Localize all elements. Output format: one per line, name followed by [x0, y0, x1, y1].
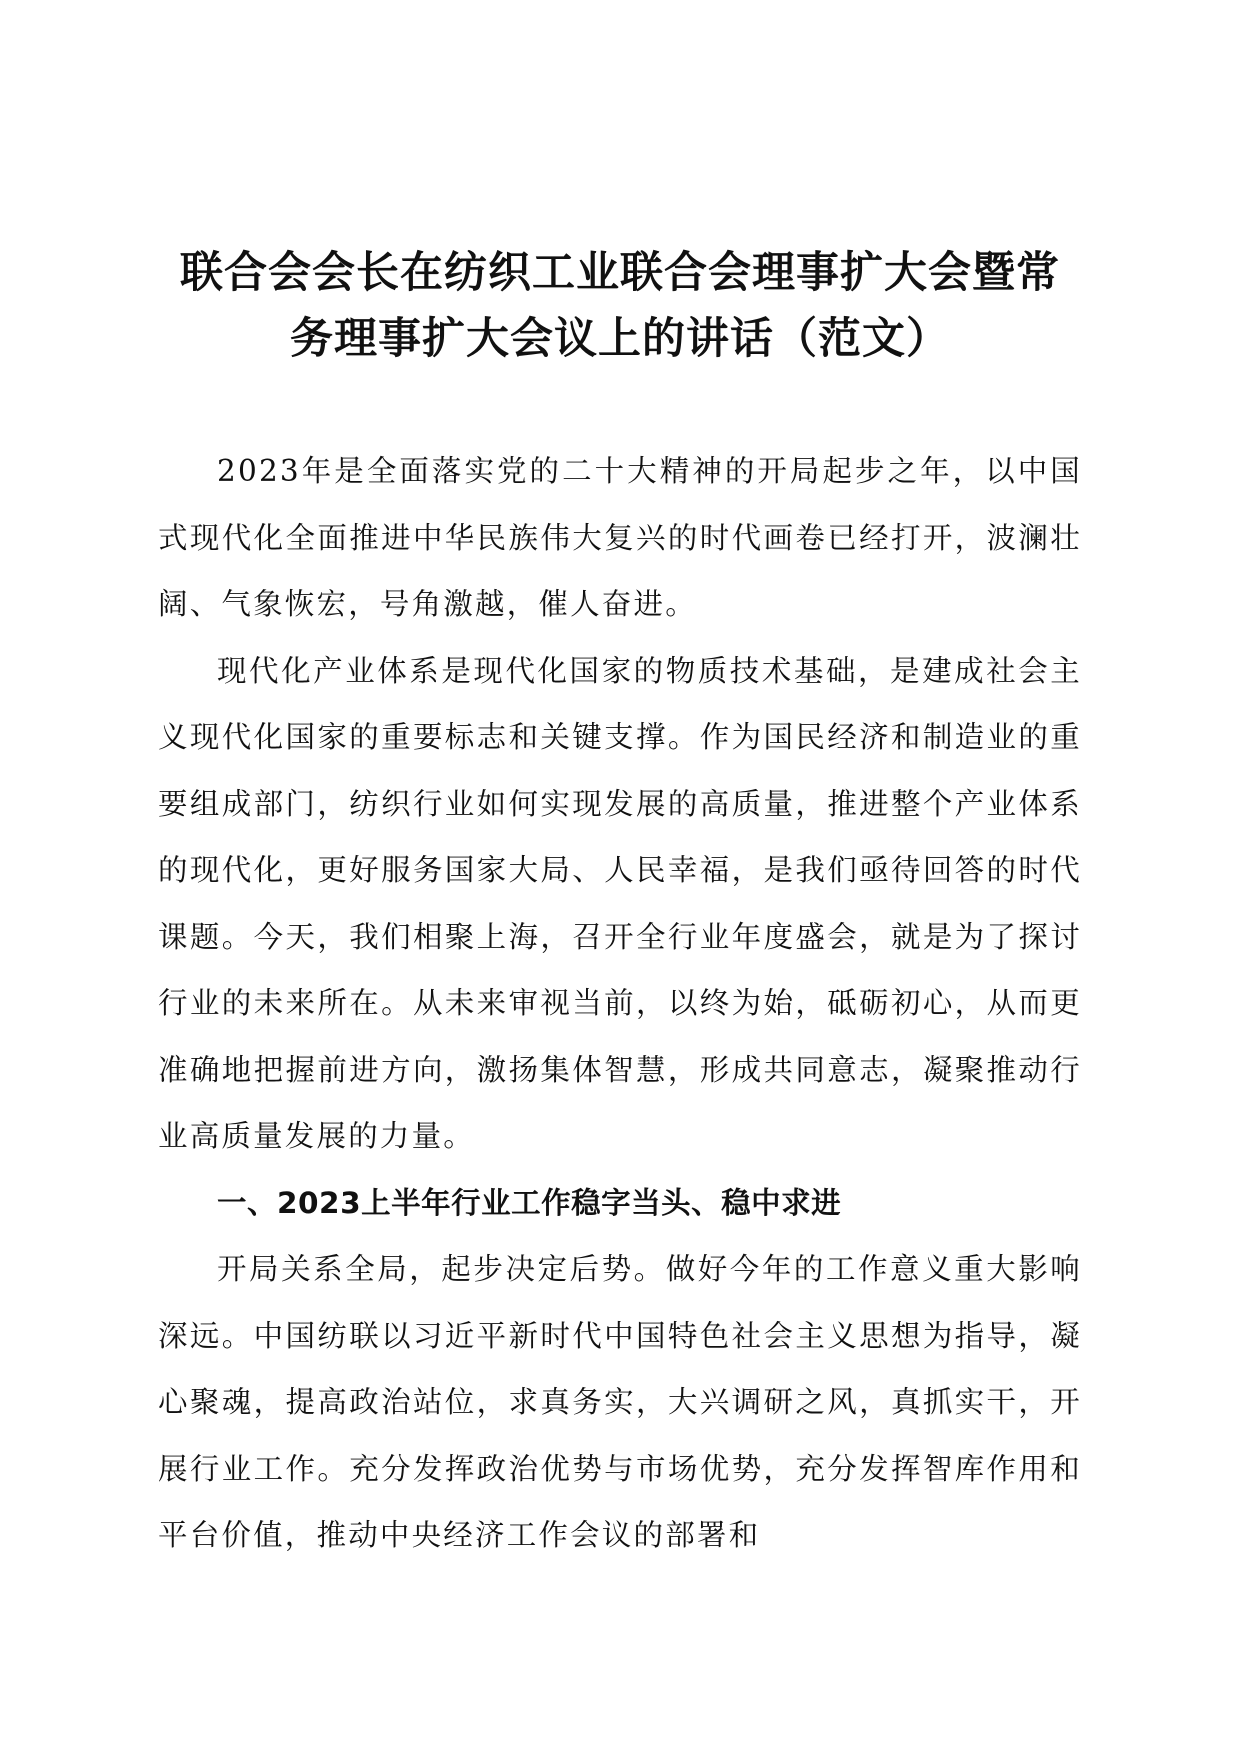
document-title	[158, 240, 1082, 372]
section-paragraph: 开局关系全局，起步决定后势。做好今年的工作意义重大影响深远。中国纺联以习近平新时代中国特色社会主义思想为指导，凝心聚魂，提高政治站位，求真务实，大兴调研之风，真抓实干，开展行业工作。充分发挥政治优势与市场优势，充分发挥智库作用和平台价值，推动中央经济工作会议的部署和	[158, 1252, 1082, 1552]
section-heading: 一、2023上半年行业工作稳字当头、稳中求进	[217, 1185, 842, 1220]
title-line-2: 务理事扩大会议上的讲话（范文）	[290, 314, 950, 364]
document-body	[158, 438, 1082, 1569]
title-line-1: 联合会会长在纺织工业联合会理事扩大会暨常	[180, 248, 1060, 298]
paragraph-2: 现代化产业体系是现代化国家的物质技术基础，是建成社会主义现代化国家的重要标志和关键支撑。作为国民经济和制造业的重要组成部门，纺织行业如何实现发展的高质量，推进整个产业体系的现代化，更好服务国家大局、人民幸福，是我们亟待回答的时代课题。今天，我们相聚上海，召开全行业年度盛会，就是为了探讨行业的未来所在。从未来审视当前，以终为始，砥砺初心，从而更准确地把握前进方向，激扬集体智慧，形成共同意志，凝聚推动行业高质量发展的力量。	[158, 653, 1082, 1153]
document-page	[158, 240, 1082, 1569]
paragraph-1: 2023年是全面落实党的二十大精神的开局起步之年，以中国式现代化全面推进中华民族伟大复兴的时代画卷已经打开，波澜壮阔、气象恢宏，号角激越，催人奋进。	[158, 454, 1082, 621]
